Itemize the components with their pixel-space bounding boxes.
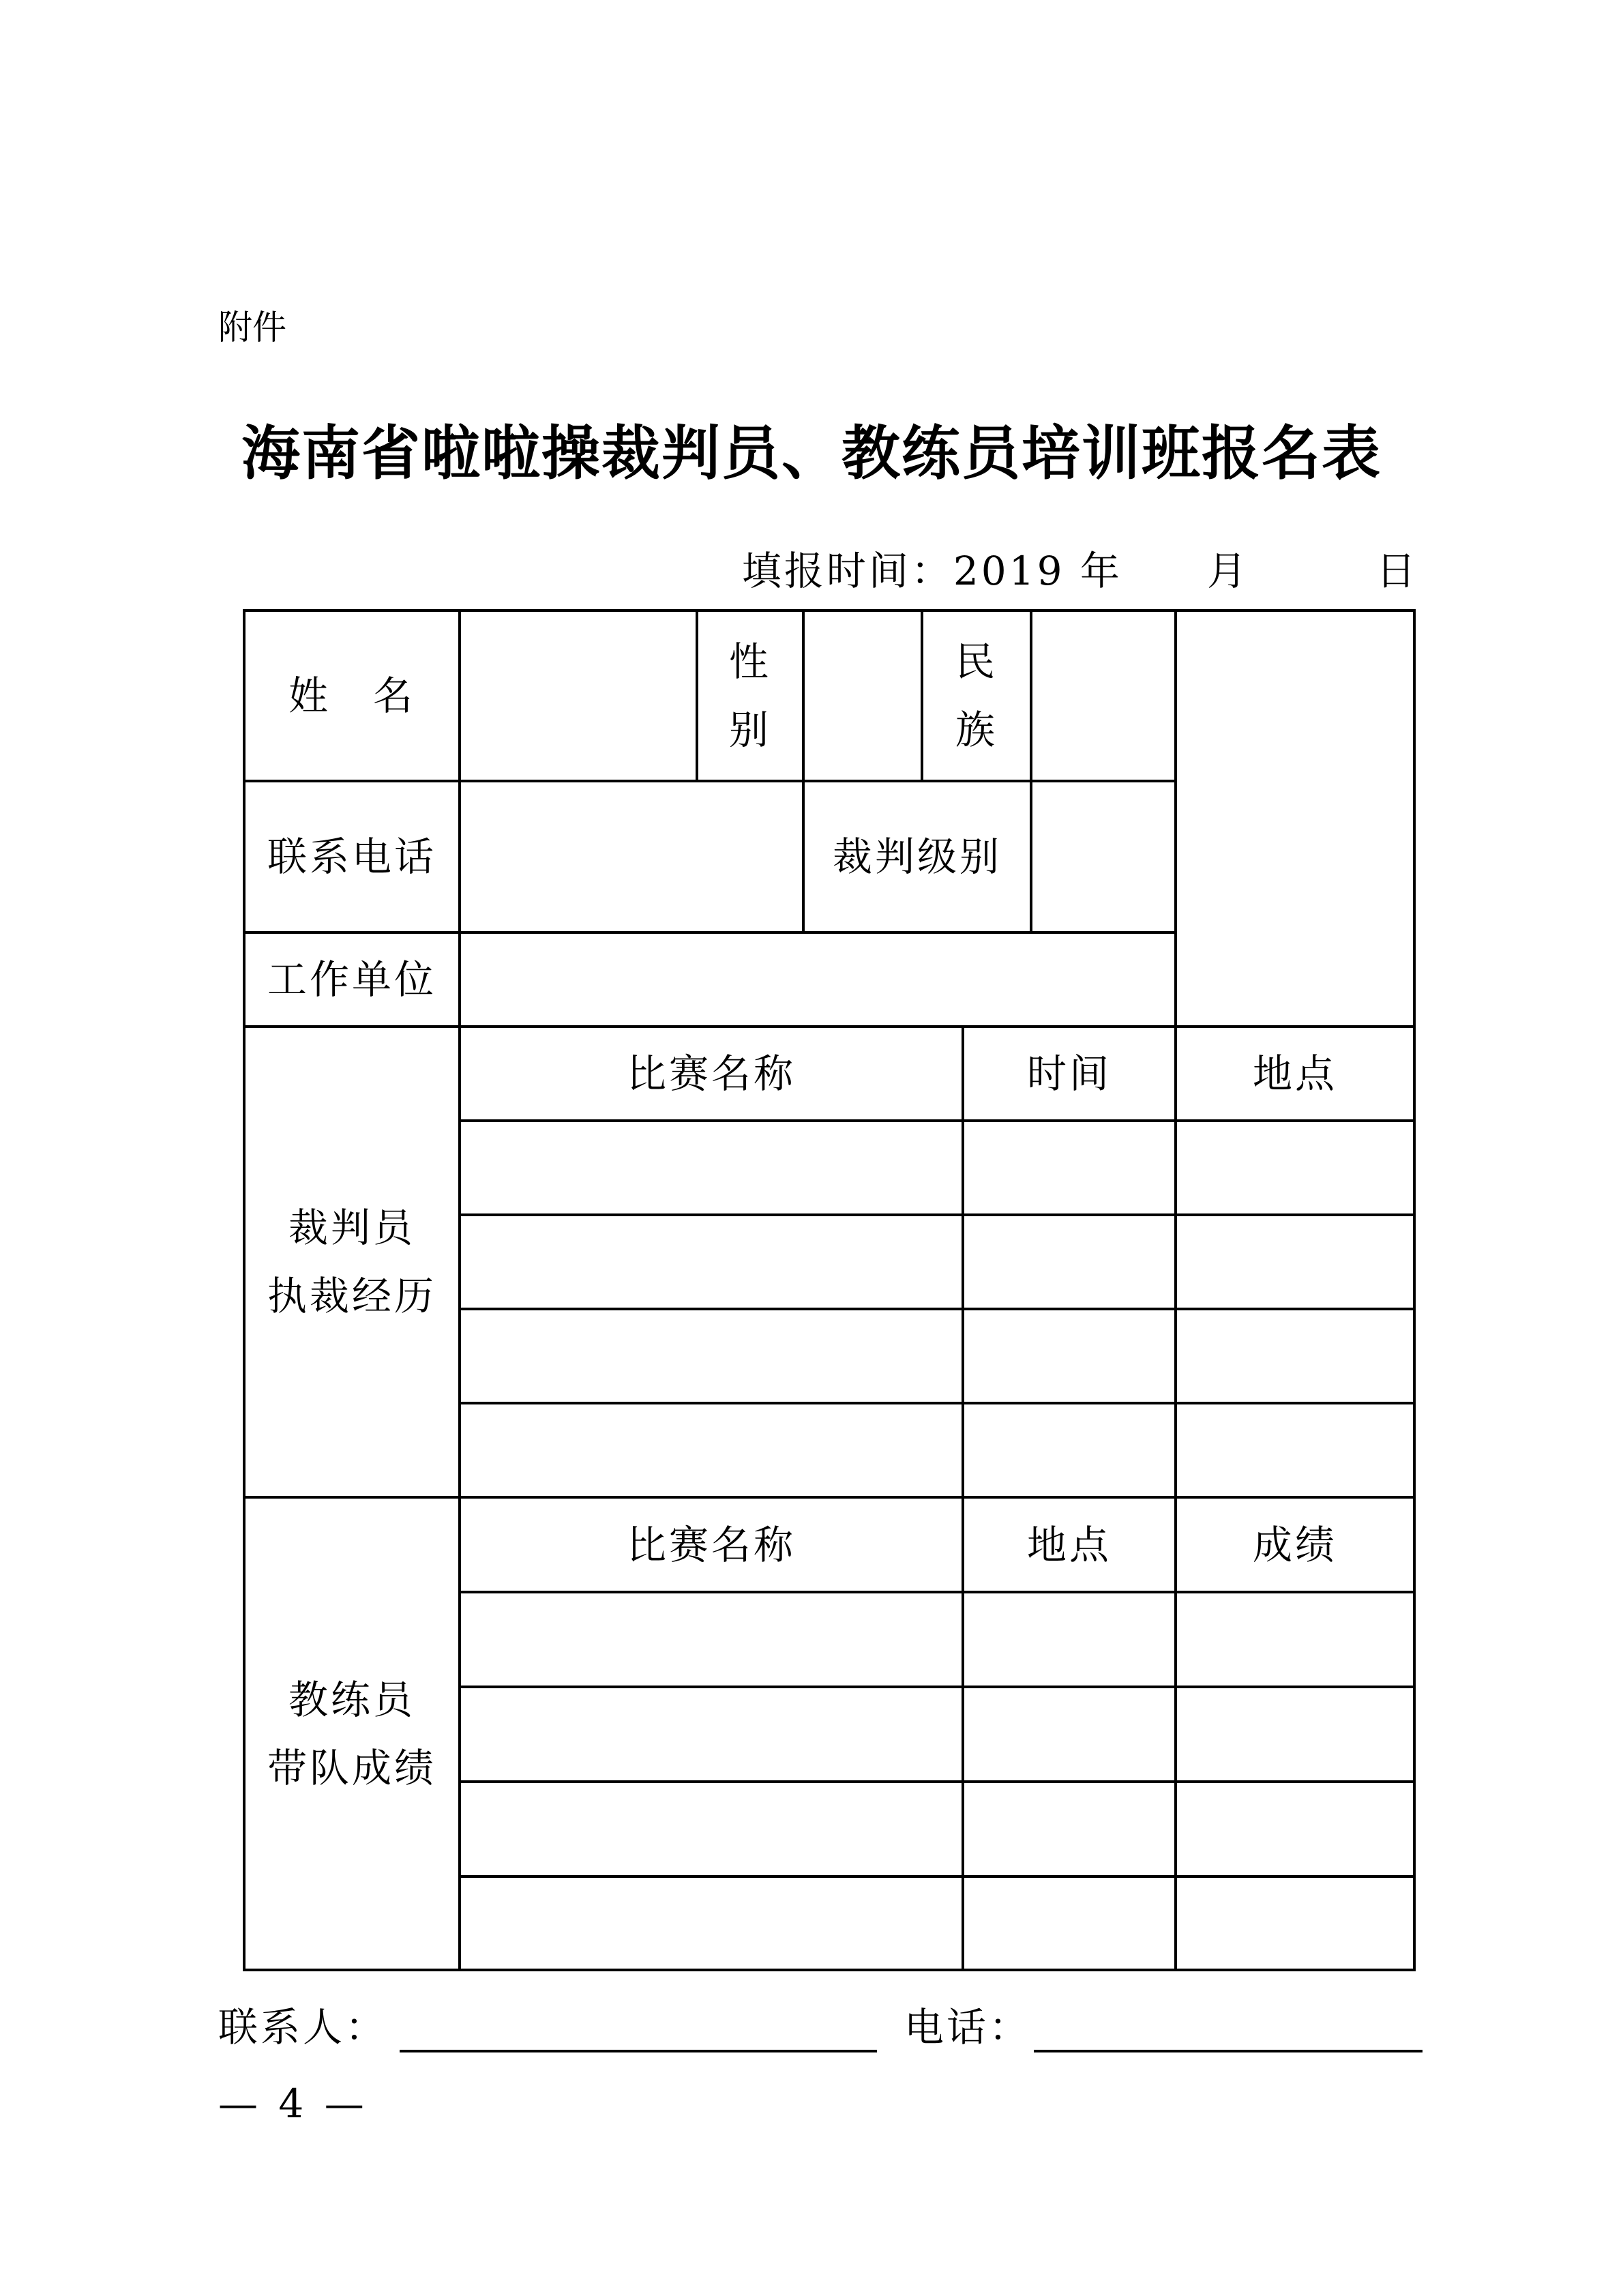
fill-date — [742, 539, 1418, 596]
page-number: — 4 — — [218, 2080, 368, 2127]
phone-field[interactable] — [461, 782, 802, 931]
fill-date-year-unit: 年 — [1079, 548, 1122, 594]
referee-level-field[interactable] — [1032, 782, 1174, 931]
name-label: 姓 名 — [288, 673, 415, 719]
phone-label: 联系电话 — [267, 834, 436, 880]
contact-row — [218, 1995, 1432, 2063]
table-line — [243, 1969, 1416, 1971]
fill-date-label: 填报时间： — [741, 548, 953, 594]
table-line — [1413, 609, 1416, 1971]
table-line — [458, 1686, 1416, 1688]
table-line — [458, 1213, 1416, 1216]
fill-date-year: 2019 — [953, 548, 1065, 594]
table-line — [458, 1875, 1416, 1878]
table-line — [458, 1402, 1416, 1404]
gender-label: 性 别 — [728, 638, 771, 753]
table-line — [458, 1308, 1416, 1310]
referee-header-time: 时间 — [1026, 1050, 1112, 1097]
referee-level-label: 裁判级别 — [832, 834, 1002, 880]
form-title: 海南省啦啦操裁判员、教练员培训班报名表 — [241, 419, 1382, 488]
gender-field[interactable] — [805, 612, 921, 780]
registration-form-table — [243, 609, 1416, 1971]
fill-date-day-unit: 日 — [1375, 548, 1418, 594]
attachment-label: 附件 — [218, 308, 286, 347]
coach-header-location: 地点 — [1026, 1521, 1112, 1568]
fill-date-month-unit: 月 — [1206, 548, 1249, 594]
table-line — [458, 1591, 1416, 1593]
referee-header-competition: 比赛名称 — [626, 1050, 796, 1097]
table-line — [458, 1780, 1416, 1783]
coach-header-competition: 比赛名称 — [626, 1521, 796, 1568]
contact-phone-field[interactable] — [1034, 2050, 1423, 2052]
contact-person-field[interactable] — [400, 2050, 877, 2052]
coach-results-label: 教练员 带队成绩 — [267, 1676, 436, 1791]
work-unit-label: 工作单位 — [267, 956, 436, 1003]
contact-person-label: 联系人： — [218, 2004, 388, 2050]
work-unit-field[interactable] — [461, 934, 1174, 1025]
referee-header-location: 地点 — [1252, 1050, 1337, 1097]
referee-experience-label: 裁判员 执裁经历 — [267, 1205, 436, 1319]
photo-area[interactable] — [1177, 612, 1413, 1025]
ethnicity-field[interactable] — [1032, 612, 1174, 780]
ethnicity-label: 民 族 — [955, 638, 998, 753]
table-line — [458, 1119, 1416, 1122]
contact-phone-label: 电话： — [904, 2004, 1032, 2050]
coach-header-result: 成绩 — [1252, 1521, 1337, 1568]
name-field[interactable] — [461, 612, 696, 780]
